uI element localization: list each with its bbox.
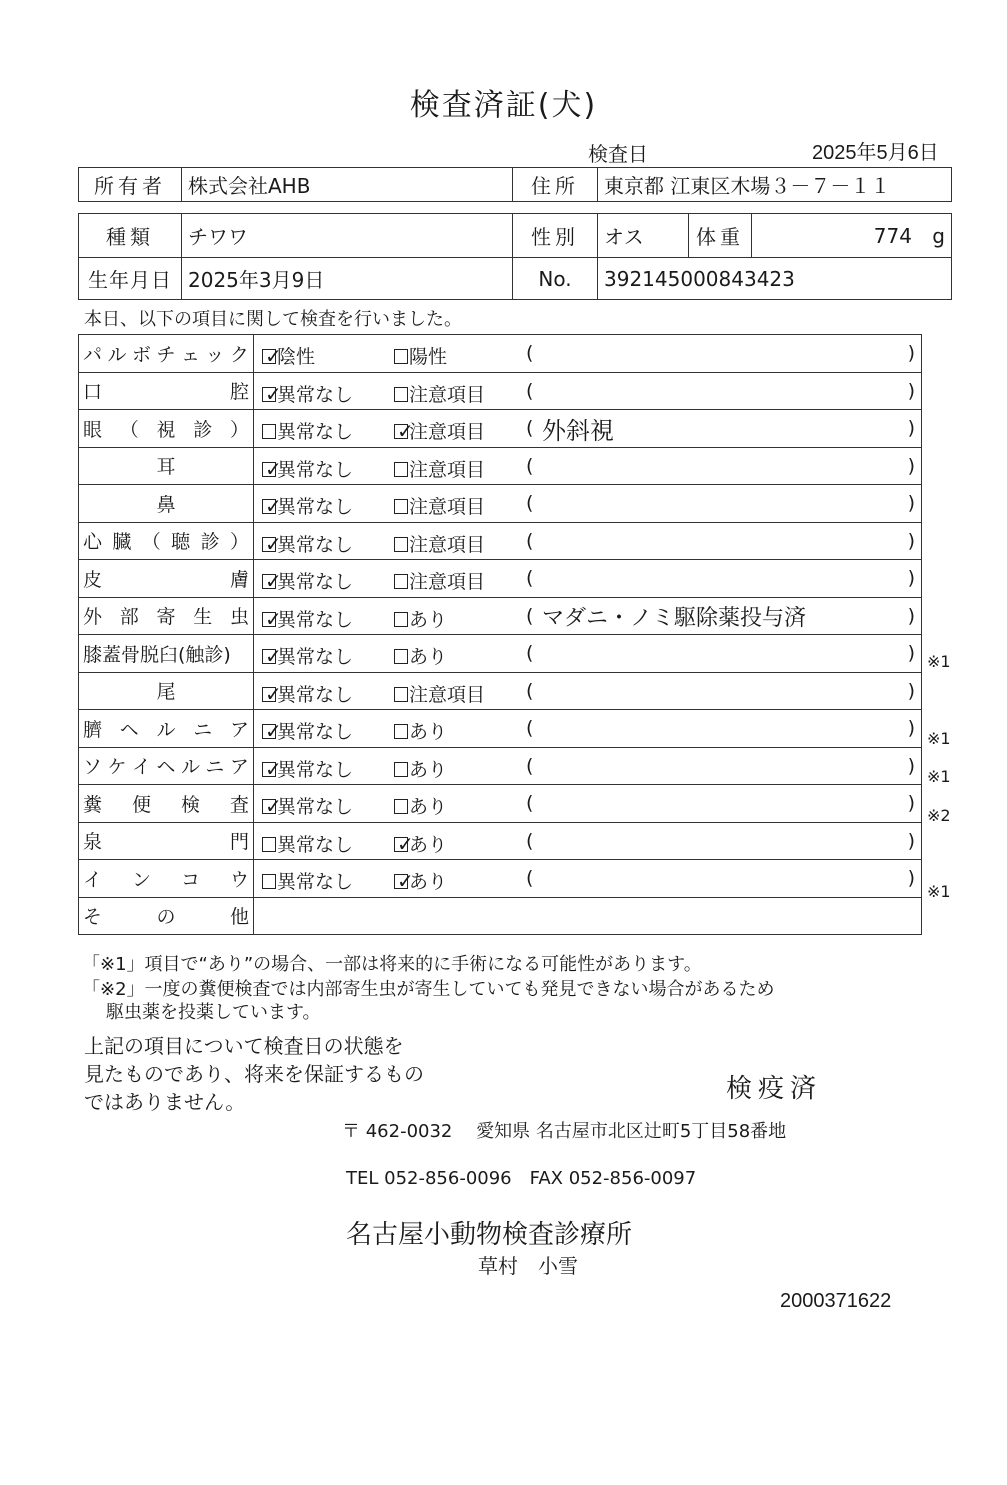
exam-row-other: [79, 897, 922, 935]
checkbox-option[interactable]: [394, 417, 485, 444]
exam-date-label: 検査日: [588, 142, 648, 166]
checkbox-icon: [394, 387, 408, 402]
exam-row: [79, 522, 922, 560]
weight-label: 体重: [689, 214, 752, 258]
checkbox-icon: [262, 424, 276, 439]
check-mark-icon: ✓: [265, 719, 282, 743]
remark-close-paren: ): [907, 492, 915, 514]
quarantine-stamp: 検疫済: [726, 1074, 823, 1104]
remark-close-paren: ): [907, 567, 915, 589]
remark-open-paren: (: [526, 679, 534, 702]
checked-box-icon: [262, 606, 282, 631]
checkbox-label: 異常なし: [277, 458, 354, 481]
clinic-phone: TEL 052-856-0096 FAX 052-856-0097: [346, 1168, 697, 1189]
exam-item-label: [79, 560, 254, 598]
check-mark-icon: ✓: [265, 569, 282, 593]
checkbox-label: 異常なし: [277, 683, 354, 706]
check-mark-icon: ✓: [265, 756, 282, 781]
exam-item-label: [79, 597, 254, 635]
checked-box-icon: [394, 831, 414, 856]
checkbox-option[interactable]: [262, 867, 353, 894]
checkbox-icon: [394, 462, 408, 477]
checkbox-option[interactable]: [262, 792, 353, 819]
remark-text: マダニ・ノミ駆除薬投与済: [542, 605, 807, 631]
exam-item-text: 耳: [156, 456, 176, 479]
birth-value: 2025年3月9日: [182, 258, 513, 300]
checkbox-label: 異常なし: [277, 721, 354, 743]
footnote-mark: ※1: [927, 729, 951, 748]
checked-box-icon: [262, 681, 282, 706]
check-mark-icon: ✓: [265, 381, 282, 406]
checkbox-option[interactable]: [262, 380, 353, 407]
checkbox-label: あり: [409, 608, 448, 631]
exam-item-result: [254, 560, 922, 598]
checkbox-option[interactable]: [262, 455, 353, 482]
owner-value: 株式会社AHB: [182, 168, 513, 202]
exam-row: [79, 860, 922, 898]
footnote-mark: ※2: [927, 805, 951, 825]
checkbox-option[interactable]: [262, 605, 353, 632]
check-mark-icon: ✓: [265, 681, 282, 706]
type-label: 種類: [79, 214, 182, 258]
remark-open-paren: (: [526, 717, 534, 739]
exam-date-value: 2025年5月6日: [812, 142, 939, 164]
check-mark-icon: ✓: [265, 644, 282, 668]
checkbox-label: あり: [409, 721, 448, 743]
exam-item-text: 尾: [156, 681, 176, 704]
remark-open-paren: (: [526, 492, 534, 514]
exam-item-text: 眼 （ 視 診 ）: [83, 418, 249, 441]
checkbox-option[interactable]: [262, 642, 353, 669]
check-mark-icon: ✓: [265, 494, 282, 518]
checkbox-option[interactable]: [394, 605, 447, 632]
checkbox-label: 注意項目: [409, 383, 486, 406]
checkbox-option[interactable]: [262, 680, 353, 707]
checkbox-option[interactable]: [394, 755, 447, 782]
exam-item-label: [79, 635, 254, 673]
exam-item-text: イ ン コ ウ: [83, 868, 249, 891]
checkbox-label: 注意項目: [409, 683, 486, 706]
checkbox-option[interactable]: [394, 492, 485, 519]
remark-open-paren: (: [526, 642, 534, 664]
exam-item-text: パ ル ボ チ ェ ッ ク: [83, 343, 249, 366]
checked-box-icon: [262, 569, 282, 593]
checkbox-label: 異常なし: [277, 758, 354, 781]
exam-row: [79, 710, 922, 748]
weight-value: 774: [873, 223, 912, 248]
exam-item-text: 鼻: [156, 493, 176, 516]
checked-box-icon: [394, 869, 414, 893]
checked-box-icon: [394, 419, 414, 443]
exam-item-label: [79, 335, 254, 373]
exam-item-label: [79, 522, 254, 560]
remark-close-paren: ): [907, 717, 915, 739]
other-label: [79, 897, 254, 935]
remark-close-paren: ): [907, 454, 915, 477]
checkbox-label: 陰性: [277, 346, 316, 368]
footnote-2b: 駆虫薬を投薬しています。: [106, 1002, 321, 1023]
footnote-mark: ※1: [927, 882, 951, 902]
exam-item-text: 口 腔: [83, 381, 249, 404]
exam-item-text: 外 部 寄 生 虫: [83, 606, 249, 629]
footnote-mark: ※1: [927, 767, 951, 787]
checked-box-icon: [262, 644, 282, 668]
checkbox-option[interactable]: [394, 530, 485, 557]
no-value: 392145000843423: [598, 258, 952, 300]
exam-item-text: 糞 便 検 査: [83, 793, 249, 816]
checkbox-option[interactable]: [394, 830, 447, 857]
checked-box-icon: [262, 344, 282, 368]
disclaimer-line: 見たものであり、将来を保証するもの: [84, 1062, 424, 1086]
exam-row: [79, 672, 922, 710]
exam-item-text: ソ ケ イ ヘ ル ニ ア: [83, 756, 249, 779]
checkbox-label: 異常なし: [277, 608, 354, 631]
exam-row: [79, 635, 922, 673]
check-mark-icon: ✓: [265, 794, 282, 818]
checked-box-icon: [262, 381, 282, 406]
checkbox-label: 陽性: [409, 346, 448, 368]
address-value: 東京都 江東区木場３－７－１１: [598, 168, 952, 202]
remark-close-paren: ): [907, 754, 915, 777]
disclaimer-line: 上記の項目について検査日の状態を: [84, 1034, 404, 1058]
checkbox-label: あり: [409, 646, 448, 668]
footnote-2a: 「※2」一度の糞便検査では内部寄生虫が寄生していても発見できない場合があるため: [82, 979, 775, 1000]
exam-item-result: [254, 710, 922, 748]
checkbox-icon: [394, 799, 408, 814]
exam-item-result: [254, 335, 922, 373]
checkbox-label: 異常なし: [277, 496, 354, 518]
checkbox-option[interactable]: [262, 830, 353, 857]
exam-item-label: [79, 447, 254, 485]
checkbox-option[interactable]: [394, 455, 485, 482]
exam-item-label: [79, 747, 254, 785]
remark-open-paren: (: [526, 754, 534, 777]
checkbox-label: あり: [409, 796, 448, 818]
remark-close-paren: ): [907, 679, 915, 702]
checked-box-icon: [262, 531, 282, 556]
checkbox-label: 異常なし: [277, 571, 354, 593]
exam-item-text: 心 臓 （ 聴 診 ）: [83, 531, 249, 554]
checkbox-icon: [394, 687, 408, 702]
exam-item-label: [79, 785, 254, 823]
exam-row: [79, 485, 922, 523]
serial-number: 2000371622: [780, 1290, 892, 1312]
exam-item-label: [79, 410, 254, 448]
weight-unit: g: [932, 223, 945, 248]
clinic-name: 名古屋小動物検査診療所: [346, 1220, 633, 1250]
checkbox-label: 注意項目: [409, 458, 486, 481]
checkbox-label: 異常なし: [277, 833, 354, 856]
exam-row: [79, 410, 922, 448]
checkbox-icon: [394, 762, 408, 777]
checkbox-option[interactable]: [262, 342, 315, 369]
other-label-text: そ の 他: [83, 906, 249, 929]
check-mark-icon: ✓: [265, 531, 282, 556]
checkbox-label: 異常なし: [277, 796, 354, 818]
checkbox-label: 注意項目: [409, 571, 486, 593]
remark-open-paren: (: [526, 829, 534, 852]
check-mark-icon: ✓: [265, 456, 282, 481]
remark-open-paren: (: [526, 604, 534, 627]
checkbox-option[interactable]: [394, 680, 485, 707]
checkbox-label: 異常なし: [277, 421, 354, 443]
remark-close-paren: ): [907, 642, 915, 664]
checkbox-option[interactable]: [262, 530, 353, 557]
no-label: No.: [513, 258, 598, 300]
exam-row: [79, 597, 922, 635]
sex-label: 性別: [513, 214, 598, 258]
remark-open-paren: (: [526, 529, 534, 552]
exam-row: [79, 822, 922, 860]
disclaimer: [84, 1032, 464, 1116]
checkbox-option[interactable]: [394, 717, 447, 744]
exam-item-result: [254, 785, 922, 823]
checkbox-option[interactable]: [262, 492, 353, 519]
remark-close-paren: ): [907, 604, 915, 627]
checkbox-label: あり: [409, 758, 448, 781]
checkbox-icon: [394, 649, 408, 664]
exam-item-label: [79, 710, 254, 748]
exam-item-text: 臍 ヘ ル ニ ア: [83, 718, 249, 741]
exam-item-result: [254, 410, 922, 448]
remark-open-paren: (: [526, 379, 534, 402]
weight-cell: [752, 214, 952, 258]
checkbox-icon: [394, 724, 408, 739]
remark-close-paren: ): [907, 342, 915, 364]
pet-table: [78, 213, 952, 300]
exam-row: [79, 785, 922, 823]
checked-box-icon: [262, 494, 282, 518]
exam-item-label: [79, 485, 254, 523]
remark-open-paren: (: [526, 417, 534, 439]
remark-open-paren: (: [526, 342, 534, 364]
checkbox-option[interactable]: [262, 567, 353, 594]
exam-item-result: [254, 447, 922, 485]
check-mark-icon: ✓: [265, 606, 282, 631]
footnote-1: 「※1」項目で“あり”の場合、一部は将来的に手術になる可能性があります。: [82, 954, 702, 975]
checkbox-label: 注意項目: [409, 496, 486, 518]
exam-row: [79, 335, 922, 373]
exam-item-label: [79, 372, 254, 410]
exam-item-result: [254, 860, 922, 898]
checkbox-label: 異常なし: [277, 383, 354, 406]
checkbox-option[interactable]: [394, 567, 485, 594]
exam-item-text: 皮 膚: [83, 568, 249, 591]
owner-table: [78, 167, 952, 202]
checkbox-icon: [394, 499, 408, 514]
checkbox-label: 注意項目: [409, 421, 486, 443]
checkbox-label: 異常なし: [277, 871, 354, 893]
remark-close-paren: ): [907, 792, 915, 814]
exam-row: [79, 447, 922, 485]
checkbox-icon: [394, 349, 408, 364]
clinic-address: 〒 462-0032 愛知県 名古屋市北区辻町5丁目58番地: [342, 1121, 787, 1142]
checkbox-option[interactable]: [394, 642, 447, 669]
exam-item-result: [254, 635, 922, 673]
remark-close-paren: ): [907, 867, 915, 889]
exam-table: [78, 334, 922, 935]
checkbox-icon: [394, 574, 408, 589]
remark-close-paren: ): [907, 417, 915, 439]
exam-item-result: [254, 822, 922, 860]
exam-item-label: [79, 672, 254, 710]
disclaimer-line: ではありません。: [84, 1090, 246, 1114]
sex-value: オス: [598, 214, 689, 258]
exam-item-result: [254, 522, 922, 560]
page-title: 検査済証(犬): [409, 88, 598, 123]
birth-label: 生年月日: [79, 258, 182, 300]
checkbox-option[interactable]: [394, 342, 447, 369]
checkbox-icon: [394, 612, 408, 627]
exam-item-text: 膝蓋骨脱臼(触診): [83, 643, 231, 666]
exam-row: [79, 560, 922, 598]
exam-item-text: 泉 門: [83, 831, 249, 854]
footnote-mark: ※1: [927, 652, 951, 672]
checkbox-icon: [262, 837, 276, 852]
checkbox-label: 注意項目: [409, 533, 486, 556]
checkbox-label: あり: [409, 871, 448, 893]
checkbox-label: 異常なし: [277, 533, 354, 556]
checkbox-option[interactable]: [394, 867, 447, 894]
exam-item-result: [254, 672, 922, 710]
exam-item-label: [79, 822, 254, 860]
exam-row: [79, 747, 922, 785]
exam-item-result: [254, 485, 922, 523]
checkbox-option[interactable]: [394, 380, 485, 407]
type-value: チワワ: [182, 214, 513, 258]
checkbox-option[interactable]: [394, 792, 447, 819]
checkbox-option[interactable]: [262, 417, 353, 444]
intro-text: 本日、以下の項目に関して検査を行いました。: [84, 309, 462, 330]
exam-item-label: [79, 860, 254, 898]
check-mark-icon: ✓: [397, 419, 414, 443]
remark-close-paren: ): [907, 529, 915, 552]
vet-name: 草村 小雪: [478, 1254, 578, 1278]
checked-box-icon: [262, 794, 282, 818]
exam-item-result: [254, 372, 922, 410]
checked-box-icon: [262, 756, 282, 781]
checkbox-label: あり: [409, 833, 448, 856]
checkbox-option[interactable]: [262, 717, 353, 744]
check-mark-icon: ✓: [397, 869, 414, 893]
remark-text: 外斜視: [542, 417, 614, 445]
checkbox-icon: [262, 874, 276, 889]
other-value: [254, 897, 922, 935]
remark-open-paren: (: [526, 454, 534, 477]
check-mark-icon: ✓: [397, 831, 414, 856]
exam-item-result: [254, 597, 922, 635]
owner-label: 所有者: [79, 168, 182, 202]
remark-open-paren: (: [526, 567, 534, 589]
remark-open-paren: (: [526, 792, 534, 814]
remark-open-paren: (: [526, 867, 534, 889]
checked-box-icon: [262, 456, 282, 481]
address-label: 住所: [513, 168, 598, 202]
remark-close-paren: ): [907, 379, 915, 402]
checkbox-label: 異常なし: [277, 646, 354, 668]
exam-item-result: [254, 747, 922, 785]
checkbox-icon: [394, 537, 408, 552]
exam-row: [79, 372, 922, 410]
remark-close-paren: ): [907, 829, 915, 852]
checked-box-icon: [262, 719, 282, 743]
checkbox-option[interactable]: [262, 755, 353, 782]
check-mark-icon: ✓: [265, 344, 282, 368]
